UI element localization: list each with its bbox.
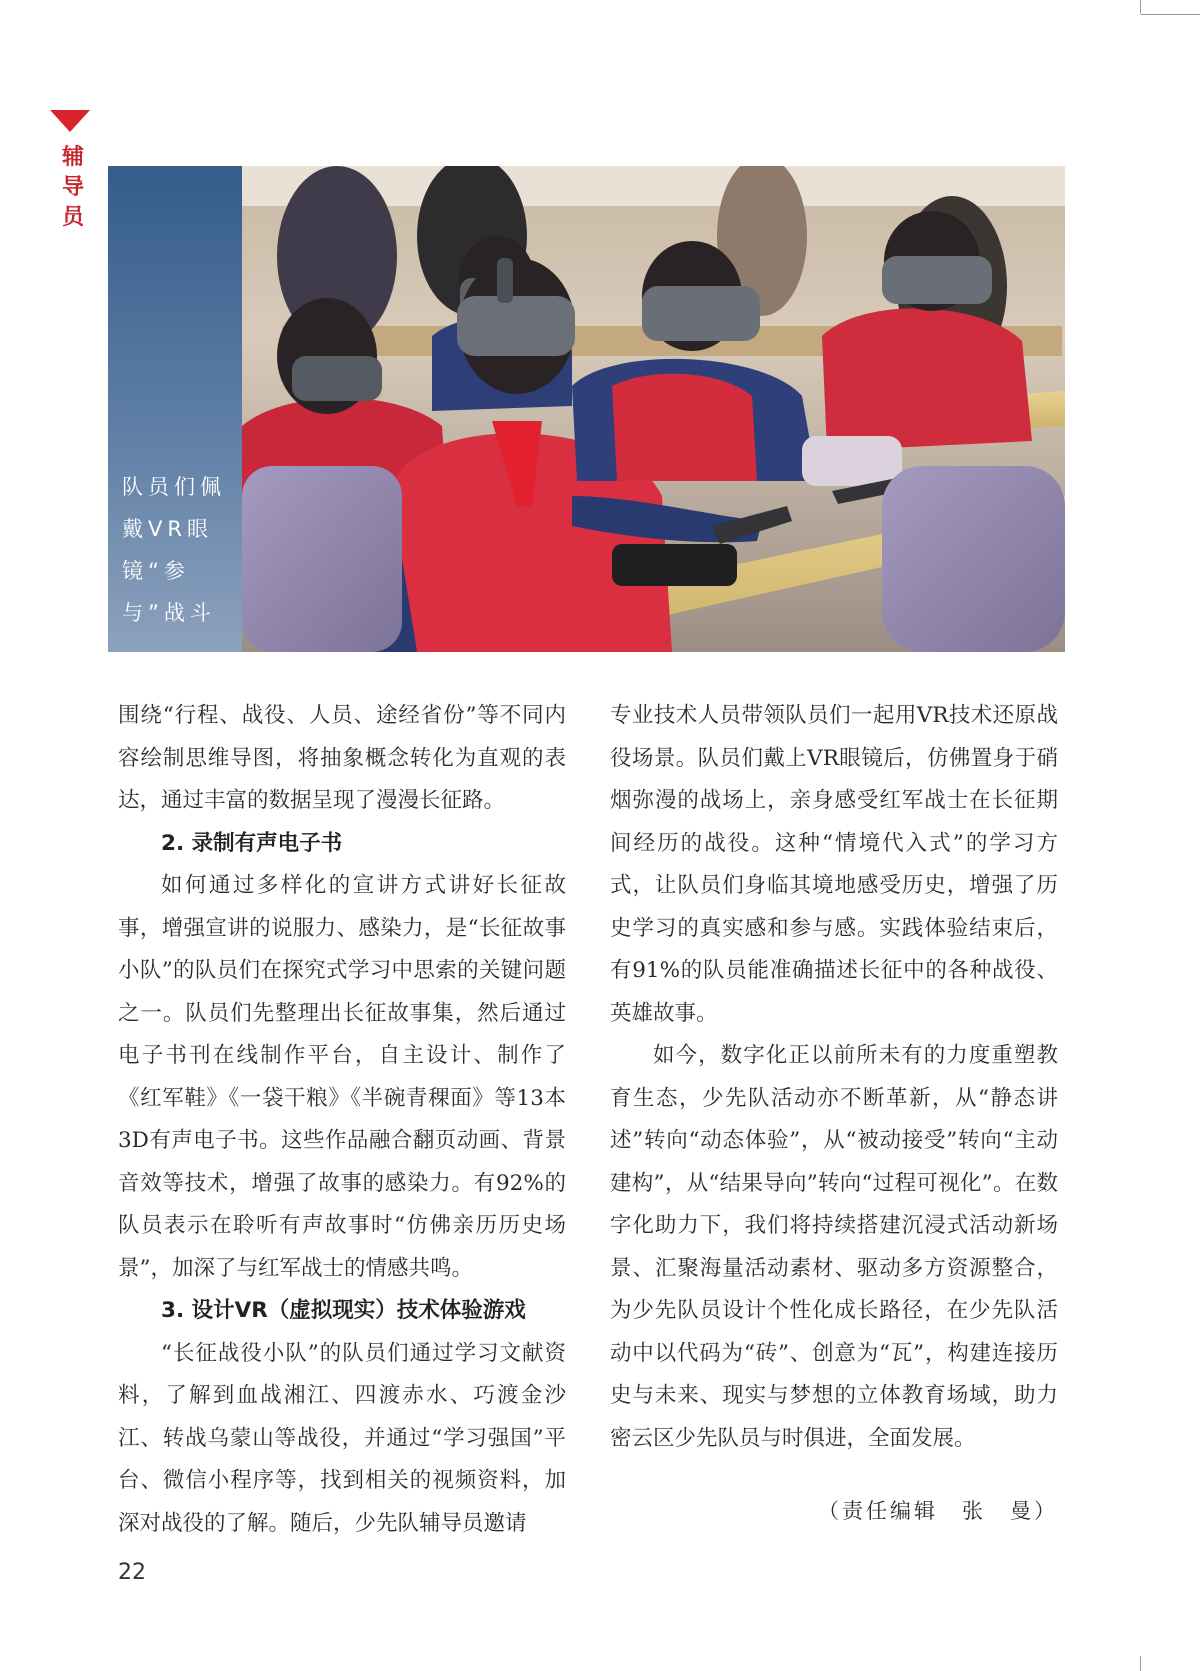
section-heading: 2. 录制有声电子书 [161, 830, 343, 856]
section-heading: 3. 设计VR（虚拟现实）技术体验游戏 [161, 1298, 526, 1323]
paragraph: 如今，数字化正以前所未有的力度重塑教育生态，少先队活动亦不断革新，从“静态讲述”转向“动态体验”，从“被动接受”转向“主动建构”，从“结果导向”转向“过程可视化”。在数字化助力下，我们将持续搭建沉浸式活动新场景、汇聚海量活动素材、驱动多方资源整合，为少先队员设计个性化成长路径，在少先队活动中以代码为“砖”、创意为“瓦”，构建连接历史与未来、现实与梦想的立体教育场域，助力密云区少先队员与时俱进，全面发展。 [610, 1043, 1058, 1451]
paragraph: “长征战役小队”的队员们通过学习文献资料，了解到血战湘江、四渡赤水、巧渡金沙江、转战乌蒙山等战役，并通过“学习强国”平台、微信小程序等，找到相关的视频资料，加深对战役的了解。随后，少先队辅导员邀请 [118, 1340, 566, 1536]
photo-caption: 队员们佩戴VR眼镜“参与”战斗 [122, 475, 226, 625]
column-title-char: 员 [61, 204, 84, 230]
student-far-right-body [822, 308, 1032, 451]
vr-headset-right [642, 286, 760, 341]
right-column [610, 695, 1058, 1460]
paragraph: 如何通过多样化的宣讲方式讲好长征故事，增强宣讲的说服力、感染力，是“长征故事小队”的队员们在探究式学习中思索的关键问题之一。队员们先整理出长征故事集，然后通过电子书刊在线制作平台，自主设计、制作了《红军鞋》《一袋干粮》《半碗青稞面》等13本3D有声电子书。这些作品融合翻页动画、背景音效等技术，增强了故事的感染力。有92%的队员表示在聆听有声故事时“仿佛亲历历史场景”，加深了与红军战士的情感共鸣。 [118, 873, 566, 1281]
feature-photo [108, 166, 1065, 652]
paragraph: 围绕“行程、战役、人员、途经省份”等不同内容绘制思维导图，将抽象概念转化为直观的表达，通过丰富的数据呈现了漫漫长征路。 [118, 703, 566, 813]
vr-strap-center [497, 258, 513, 303]
student-right-vest [612, 374, 757, 481]
column-title-char: 导 [61, 174, 84, 200]
vr-headset-far-right [882, 256, 992, 304]
crop-mark-bottom [1140, 1656, 1141, 1671]
page-number: 22 [118, 1560, 146, 1585]
vr-headset-left [292, 356, 382, 401]
black-bag [612, 544, 737, 586]
crop-mark-top [1140, 0, 1141, 14]
chair-right [882, 466, 1065, 652]
column-title-char: 辅 [61, 144, 84, 170]
pencil-case [802, 436, 902, 486]
classroom-vr-scene [242, 166, 1065, 652]
red-triangle-icon [50, 110, 90, 132]
responsible-editor: （责任编辑 张 曼） [818, 1499, 1058, 1523]
vr-headset-center [457, 296, 575, 356]
caption-panel [108, 166, 242, 652]
chair-left [242, 466, 402, 652]
left-column [118, 695, 566, 1545]
paragraph: 专业技术人员带领队员们一起用VR技术还原战役场景。队员们戴上VR眼镜后，仿佛置身于硝烟弥漫的战场上，亲身感受红军战士在长征期间经历的战役。这种“情境代入式”的学习方式，让队员们身临其境地感受历史，增强了历史学习的真实感和参与感。实践体验结束后，有91%的队员能准确描述长征中的各种战役、英雄故事。 [610, 703, 1058, 1026]
column-title [60, 142, 86, 232]
crop-mark-top-horizontal [1141, 14, 1200, 15]
